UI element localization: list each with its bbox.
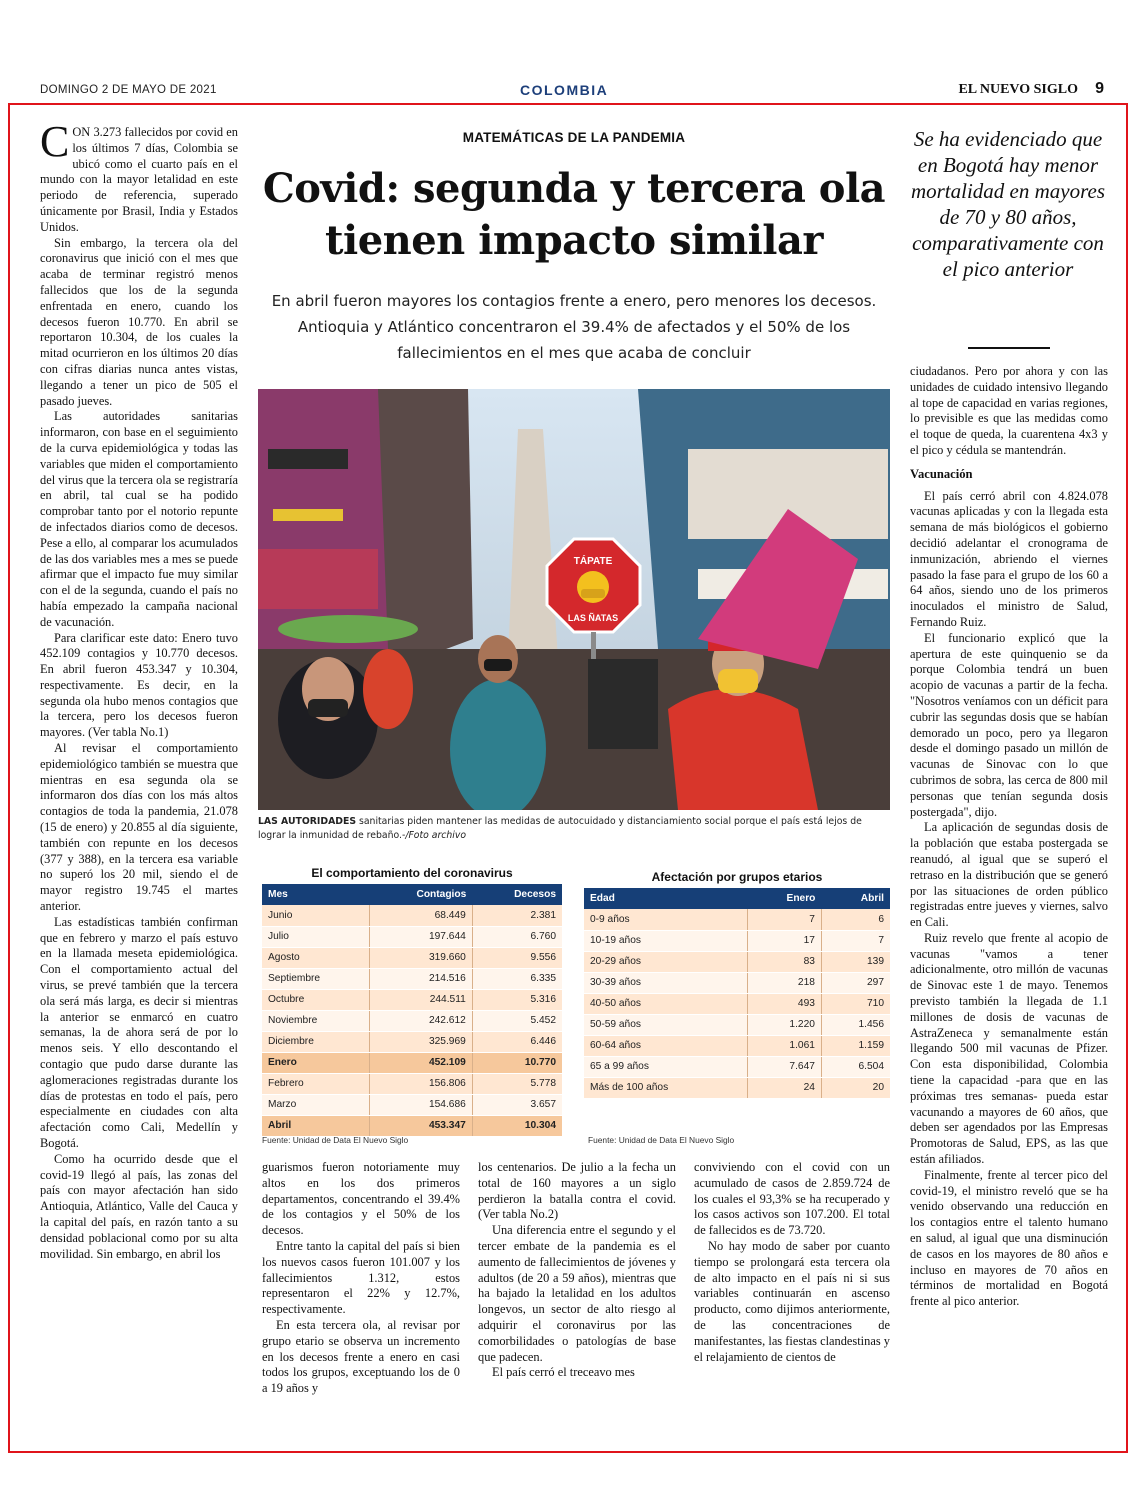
table-cell: 20-29 años — [584, 951, 748, 972]
table-cell: Febrero — [262, 1073, 369, 1094]
table-cell: 10-19 años — [584, 930, 748, 951]
paragraph: conviviendo con el covid con un acumulado de casos de 2.859.724 de los cuales el 93,3% se ha recuperado y los casos activos son 107.200. El total de fallecidos es de 73.720. — [694, 1160, 890, 1238]
table-cell: Octubre — [262, 989, 369, 1010]
table-cell: 17 — [748, 930, 822, 951]
table-row — [584, 951, 890, 972]
paragraph: los centenarios. De julio a la fecha un total de 160 mayores a un siglo perdieron la batalla contra el covid. (Ver tabla No.2) — [478, 1160, 676, 1222]
table-row — [584, 993, 890, 1014]
table-cell: Junio — [262, 905, 369, 926]
table-cell: 139 — [821, 951, 890, 972]
table-cell: 9.556 — [472, 947, 562, 968]
paragraph: Sin embargo, la tercera ola del coronavirus que inició con el mes que acaba de terminar registró menos fallecidos que los de la segunda enfrentada en enero, cuando los decesos fueron 10.770. En abril se reportaron 10.304, de los cuales la mitad ocurrieron en los últimos 20 días con cifras diarias nunca antes vistas, llegando a tener un pico de 505 el pasado jueves. — [40, 235, 238, 408]
table-row — [584, 1077, 890, 1098]
table-cell: 6 — [821, 909, 890, 930]
table-cell: 50-59 años — [584, 1014, 748, 1035]
paragraph: ciudadanos. Pero por ahora y con las unidades de cuidado intensivo llegando al tope de capacidad en varias regiones, lo previsible es que las medidas como el toque de queda, la cuarentena 4x3 y el pico y cédula se mantendrán. — [910, 364, 1108, 457]
table-cell: 40-50 años — [584, 993, 748, 1014]
paragraph: Entre tanto la capital del país si bien los nuevos casos fueron 101.007 y los fallecimientos 1.312, estos representaron el 22% y 12.7%, respectivamente. — [262, 1238, 460, 1317]
table2-source: Fuente: Unidad de Data El Nuevo Siglo — [588, 1135, 735, 1145]
table-row — [262, 1073, 562, 1094]
article-column-4 — [694, 1160, 890, 1365]
table-cell: Enero — [262, 1052, 369, 1073]
column-header: Decesos — [472, 884, 562, 905]
table-row — [262, 905, 562, 926]
table-cell: 197.644 — [369, 926, 472, 947]
table-cell: Abril — [262, 1115, 369, 1136]
drop-cap: C — [40, 117, 70, 166]
table-cell: 3.657 — [472, 1094, 562, 1115]
table-row — [262, 947, 562, 968]
table-row — [262, 1031, 562, 1052]
table-monthly-stats — [262, 884, 562, 1137]
article-column-2 — [262, 1160, 460, 1397]
deck: En abril fueron mayores los contagios frente a enero, pero menores los decesos. Antioquia y Atlántico concentraron el 39.4% de afectados y el 50% de los fallecimientos en el mes que acaba de concluir — [271, 292, 877, 362]
table-cell: 2.381 — [472, 905, 562, 926]
table-row — [584, 909, 890, 930]
table-cell: 83 — [748, 951, 822, 972]
table-row — [262, 1010, 562, 1031]
table-cell: 453.347 — [369, 1115, 472, 1136]
table-cell: 6.504 — [821, 1056, 890, 1077]
table-header-row — [262, 884, 562, 905]
sign-text-bottom: LAS ÑATAS — [567, 613, 619, 623]
table-cell: 297 — [821, 972, 890, 993]
table-cell: 242.612 — [369, 1010, 472, 1031]
table-row — [262, 1052, 562, 1073]
paragraph: Al revisar el comportamiento epidemiológico también se muestra que mientras en esa segunda ola se informaron dos días con los más altos contagios de toda la pandemia, 21.078 (15 de enero) y 20.855 al día siguiente, también con repunte en los decesos (377 y 388), en la tercera esa variable no superó los 20 mil, siendo el de mayor registro 19.745 el martes anterior. — [40, 741, 238, 914]
kicker: MATEMÁTICAS DE LA PANDEMIA — [462, 130, 686, 145]
table-cell: Diciembre — [262, 1031, 369, 1052]
table-cell: 10.304 — [472, 1115, 562, 1136]
subhead-vacunacion: Vacunación — [910, 466, 973, 481]
table-cell: 60-64 años — [584, 1035, 748, 1056]
table-row — [262, 989, 562, 1010]
issue-date: DOMINGO 2 DE MAYO DE 2021 — [40, 84, 217, 96]
table-header-row — [584, 888, 890, 909]
lead-paragraph: CON 3.273 fallecidos por covid en los últimos 7 días, Colombia se ubicó como el cuarto país en el mundo con la mayor letalidad en este periodo de referencia, superado únicamente por Brasil, India y Estados Unidos. — [40, 117, 238, 234]
paragraph: Ruiz revelo que frente al acopio de vacunas "vamos a tener adicionalmente, otro millón de vacunas de Sinovac este 1 de mayo. Tenemos previsto también la llegada de 1.1 millones de dosis de vacunas de AstraZeneca y semanalmente están llegando 500 mil vacunas de Pfizer. Con esta disponibilidad, Colombia tiene la capacidad -para que en las próximas tres semanas- pueda estar vacunando a mayores de 60 años, que deben ser agendados por las Empresas Promotoras de Salud, EPS, as las que están afiliados. — [910, 930, 1108, 1167]
table-cell: 319.660 — [369, 947, 472, 968]
photo-caption: LAS AUTORIDADES sanitarias piden mantener las medidas de autocuidado y distanciamiento social porque el país está lejos de lograr la inmunidad de rebaño.-/Foto archivo — [258, 816, 862, 841]
table1-title: El comportamiento del coronavirus — [311, 866, 513, 880]
table-cell: 154.686 — [369, 1094, 472, 1115]
table-cell: 244.511 — [369, 989, 472, 1010]
table-row — [262, 1115, 562, 1136]
paragraph: En esta tercera ola, al revisar por grupo etario se observa un incremento en los decesos frente a enero en casi todos los grupos, exceptuando los de 0 a 19 años y — [262, 1317, 460, 1396]
column-header: Abril — [821, 888, 890, 909]
table-cell: 0-9 años — [584, 909, 748, 930]
table-cell: 493 — [748, 993, 822, 1014]
table-cell: 1.061 — [748, 1035, 822, 1056]
paragraph: El funcionario explicó que la apertura de este quinquenio se da porque Colombia tendrá un buen acopio de vacunas a partir de la fecha. "Nosotros veníamos con un déficit para cubrir las segundas dosis que se habían demorado un poco, pero ya llegaron desde el domingo pasado un millón de vacunas de Sinovac con lo que cubrimos de sobra, las cerca de 800 mil personas que tenían segunda dosis postergada", dijo. — [910, 630, 1108, 819]
column-header: Mes — [262, 884, 369, 905]
table-age-groups — [584, 888, 890, 1099]
section-name: COLOMBIA — [520, 82, 609, 98]
paragraph: El país cerró el treceavo mes — [492, 1365, 635, 1380]
paragraph: La aplicación de segundas dosis de la población que estaba postergada se reanudó, al igual que se superó el retraso en la distribución que se generó por las situaciones de orden público registradas entre jueves y viernes, salvo en Cali. — [910, 820, 1108, 930]
page-number: 9 — [1095, 80, 1104, 97]
newspaper-brand: EL NUEVO SIGLO — [958, 82, 1078, 97]
paragraph: El país cerró abril con 4.824.078 vacunas aplicadas y con la llegada esta semana de más biológicos el gobierno decidió adelantar el cronograma de inmunización, abriendo el viernes pasado la fase para el grupo de los 60 a 64 años, siendo uno de los primeros inoculados el ministro de Salud, Fernando Ruiz. — [910, 488, 1108, 629]
masthead — [40, 80, 1110, 102]
paragraph: Para clarificar este dato: Enero tuvo 452.109 contagios y 10.770 decesos. En abril fueron 453.347 y 10.304, respectivamente. Es decir, en la segunda ola hubo menos contagios que la tercera, pero los decesos fueron mayores. (Ver tabla No.1) — [40, 630, 238, 740]
table-row — [262, 926, 562, 947]
table-cell: 452.109 — [369, 1052, 472, 1073]
table-cell: 65 a 99 años — [584, 1056, 748, 1077]
table-row — [584, 1014, 890, 1035]
table-cell: 7 — [821, 930, 890, 951]
paragraph: Las estadísticas también confirman que en febrero y marzo el país estuvo en la llamada meseta epidemiológica. Con el comportamiento actual del virus, se prevé también que la tercera ola será más larga, es decir si mientras la anterior se enmarcó en cuatro semanas, la de ahora será de por lo menos seis. Y ello descontando el contagio que pudo darse durante las aglomeraciones registradas durante los días de protestas en todo el país, pero especialmente en ciudades con alta afectación como Cali, Medellín y Bogotá. — [40, 914, 238, 1150]
article-column-3 — [478, 1160, 676, 1381]
paragraph: Las autoridades sanitarias informaron, con base en el seguimiento de la curva epidemiológica y todas las variables que miden el comportamiento del virus que la tercera ola se registraría en abril, tal cual se ha podido comprobar tanto por el notorio repunte de infectados diarios como de decesos. Pese a ello, al comparar los acumulados de las dos variables mes a mes se puede afirmar que el impacto fue muy similar con el de la segunda, cuando el país no había empezado la campaña nacional de vacunación. — [40, 409, 238, 629]
table-row — [584, 1035, 890, 1056]
column-header: Contagios — [369, 884, 472, 905]
table-cell: 6.446 — [472, 1031, 562, 1052]
table-cell: 1.456 — [821, 1014, 890, 1035]
table-cell: 5.316 — [472, 989, 562, 1010]
table-cell: Julio — [262, 926, 369, 947]
table-cell: 214.516 — [369, 968, 472, 989]
table-cell: 20 — [821, 1077, 890, 1098]
table-cell: 7.647 — [748, 1056, 822, 1077]
table-row — [584, 972, 890, 993]
table-cell: 5.778 — [472, 1073, 562, 1094]
table-row — [262, 1094, 562, 1115]
table-row — [584, 930, 890, 951]
article-column-5 — [910, 364, 1108, 1310]
column-header: Edad — [584, 888, 748, 909]
table-cell: 6.760 — [472, 926, 562, 947]
table-cell: Marzo — [262, 1094, 369, 1115]
table-cell: 1.159 — [821, 1035, 890, 1056]
table-cell: 24 — [748, 1077, 822, 1098]
table-cell: 10.770 — [472, 1052, 562, 1073]
column-header: Enero — [748, 888, 822, 909]
table-cell: Septiembre — [262, 968, 369, 989]
table-cell: 156.806 — [369, 1073, 472, 1094]
table-cell: Agosto — [262, 947, 369, 968]
table-row — [584, 1056, 890, 1077]
table-cell: 1.220 — [748, 1014, 822, 1035]
paragraph: guarismos fueron notoriamente muy altos en los dos primeros departamentos, concentrando el 39.4% de los contagios y el 50% de los decesos. — [262, 1160, 460, 1238]
table-cell: Más de 100 años — [584, 1077, 748, 1098]
paragraph: No hay modo de saber por cuanto tiempo se prolongará esta tercera ola de alto impacto en el país ni si sus variables continuarán en ascenso producto, como dijimos anteriormente, de las concentraciones de manifestantes, las fiestas clandestinas y el relajamiento de cientos de — [694, 1238, 890, 1364]
table-cell: Noviembre — [262, 1010, 369, 1031]
table-cell: 68.449 — [369, 905, 472, 926]
street-photo — [258, 389, 890, 810]
table-row — [262, 968, 562, 989]
pull-quote-rule — [968, 347, 1050, 349]
table2-title: Afectación por grupos etarios — [651, 870, 823, 884]
article-column-1 — [40, 117, 238, 1262]
table-cell: 6.335 — [472, 968, 562, 989]
table-cell: 7 — [748, 909, 822, 930]
table1-source: Fuente: Unidad de Data El Nuevo Siglo — [262, 1135, 409, 1145]
table-cell: 218 — [748, 972, 822, 993]
sign-text-top: TÁPATE — [573, 556, 613, 567]
table-cell: 30-39 años — [584, 972, 748, 993]
headline: Covid: segunda y tercera ola tienen impacto similar — [262, 165, 886, 264]
table-cell: 5.452 — [472, 1010, 562, 1031]
paragraph: Una diferencia entre el segundo y el tercer embate de la pandemia es el aumento de fallecimientos de jóvenes y adultos (de 20 a 59 años), mientras que ha bajado la letalidad en los adultos longevos, un sector de alto riesgo al adquirir el coronavirus por las comorbilidades o patologías de base que padecen. — [478, 1223, 676, 1364]
table-cell: 325.969 — [369, 1031, 472, 1052]
pull-quote: Se ha evidenciado que en Bogotá hay menor mortalidad en mayores de 70 y 80 años, comparativamente con el pico anterior — [910, 127, 1106, 281]
paragraph: Finalmente, frente al tercer pico del covid-19, el ministro reveló que se ha venido observando una reducción en los contagios entre el talento humano en salud, al igual que una disminución de casos en los mayores de 80 años e incluso en mayores de 70 años en términos de mortalidad en Bogotá frente al pico anterior. — [910, 1167, 1108, 1309]
paragraph: Como ha ocurrido desde que el covid-19 llegó al país, las zonas del país con mayor afectación han sido Antioquia, Atlántico, Valle del Cauca y la capital del país, en razón tanto a su densidad poblacional como por su alta movilidad. Sin embargo, en abril los — [40, 1151, 238, 1261]
table-cell: 710 — [821, 993, 890, 1014]
